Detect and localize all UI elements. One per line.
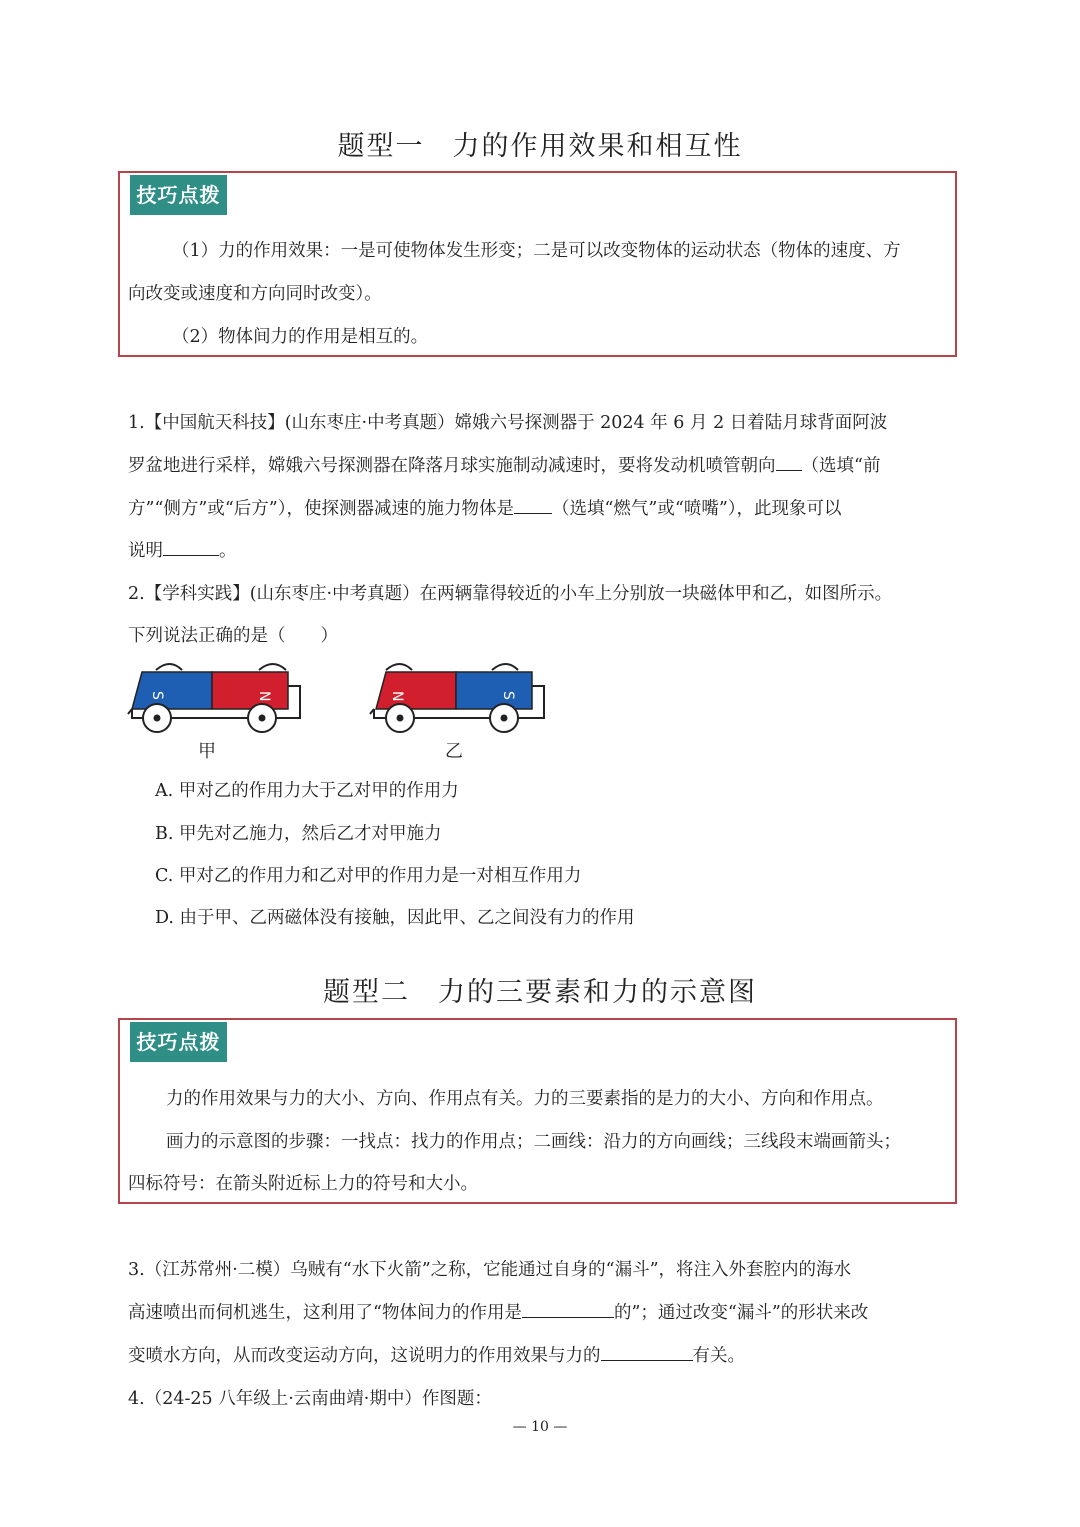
section2-tip1: 力的作用效果与力的大小、方向、作用点有关。力的三要素指的是力的大小、方向和作用点。 [166,1089,884,1109]
tip-badge: 技巧点拨 [130,1022,227,1062]
answer-blank[interactable] [601,1342,693,1361]
q3-line2-text: 高速喷出而伺机逃生，这利用了“物体间力的作用是 [128,1303,522,1323]
q1-line3-tail: （选填“燃气”或“喷嘴”），此现象可以 [551,499,842,519]
pole-label-n: N [389,691,405,702]
section1-title [0,124,1080,163]
option-a[interactable]: A. 甲对乙的作用力大于乙对甲的作用力 [155,781,459,801]
section1-tip1-line2: 向改变或速度和方向同时改变）。 [128,284,382,304]
cart-yi-figure [366,660,551,740]
q1-line1: 1.【中国航天科技】(山东枣庄·中考真题）嫦娥六号探测器于 2024 年 6 月 2 日着陆月球背面阿波 [128,413,888,433]
q1-line4 [128,537,237,562]
magnet-blue-half [456,672,532,709]
q1-line4-tail: 。 [219,541,237,561]
section1-title-text: 力的作用效果和相互性 [452,131,743,162]
answer-blank[interactable] [522,1299,614,1318]
option-c[interactable]: C. 甲对乙的作用力和乙对甲的作用力是一对相互作用力 [155,866,582,886]
magnet-red-half [212,672,288,709]
q4-line1: 4.（24-25 八年级上·云南曲靖·期中）作图题： [128,1389,492,1409]
pole-label-s: S [149,691,165,700]
option-b[interactable]: B. 甲先对乙施力，然后乙才对甲施力 [155,824,442,844]
section2-tip2-line2: 四标符号：在箭头附近标上力的符号和大小。 [128,1174,478,1194]
section2-title-number: 题型二 [323,977,410,1008]
answer-blank[interactable] [514,495,552,514]
q3-line2-tail: 的”；通过改变“漏斗”的形状来改 [613,1303,869,1323]
q3-line2 [128,1299,868,1324]
section2-tip2-line1: 画力的示意图的步骤：一找点：找力的作用点；二画线：沿力的方向画线；三线段末端画箭头； [166,1132,901,1152]
cart-jia-caption: 甲 [198,741,216,762]
magnet-red-half [376,672,456,709]
q1-line2-text: 罗盆地进行采样，嫦娥六号探测器在降落月球实施制动减速时，要将发动机喷管朝向 [128,456,776,476]
q3-line1: 3.（江苏常州·二模）乌贼有“水下火箭”之称，它能通过自身的“漏斗”，将注入外套腔内的海水 [128,1260,852,1280]
magnet-blue-half [132,672,212,709]
q1-line3-text: 方”“侧方”或“后方”），使探测器减速的施力物体是 [128,499,514,519]
section2-title [0,970,1080,1009]
pole-label-n: N [256,691,272,702]
q1-line4-text: 说明 [128,541,163,561]
page-number: — 10 — [512,1419,568,1435]
section1-tip2: （2）物体间力的作用是相互的。 [172,327,429,347]
answer-blank[interactable] [163,537,219,556]
section1-tip1-line1: （1）力的作用效果：一是可使物体发生形变；二是可以改变物体的运动状态（物体的速度、方 [172,241,901,261]
q3-line3-tail: 有关。 [692,1346,745,1366]
q1-line2 [128,452,880,477]
tip-badge: 技巧点拨 [130,175,227,215]
cart-yi-caption: 乙 [445,741,463,762]
option-d[interactable]: D. 由于甲、乙两磁体没有接触，因此甲、乙之间没有力的作用 [155,908,635,928]
q1-line3 [128,495,842,520]
q3-line3-text: 变喷水方向，从而改变运动方向，这说明力的作用效果与力的 [128,1346,601,1366]
section1-title-number: 题型一 [337,131,425,162]
answer-blank[interactable] [776,452,802,471]
q3-line3 [128,1342,745,1367]
pole-label-s: S [500,691,516,700]
q1-line2-tail: （选填“前 [801,456,881,476]
section2-title-text: 力的三要素和力的示意图 [438,977,757,1008]
cart-jia-figure [124,660,309,740]
q2-line1: 2.【学科实践】(山东枣庄·中考真题）在两辆靠得较近的小车上分别放一块磁体甲和乙，如图所示。 [128,584,893,604]
q2-line2: 下列说法正确的是（ ） [128,626,338,646]
